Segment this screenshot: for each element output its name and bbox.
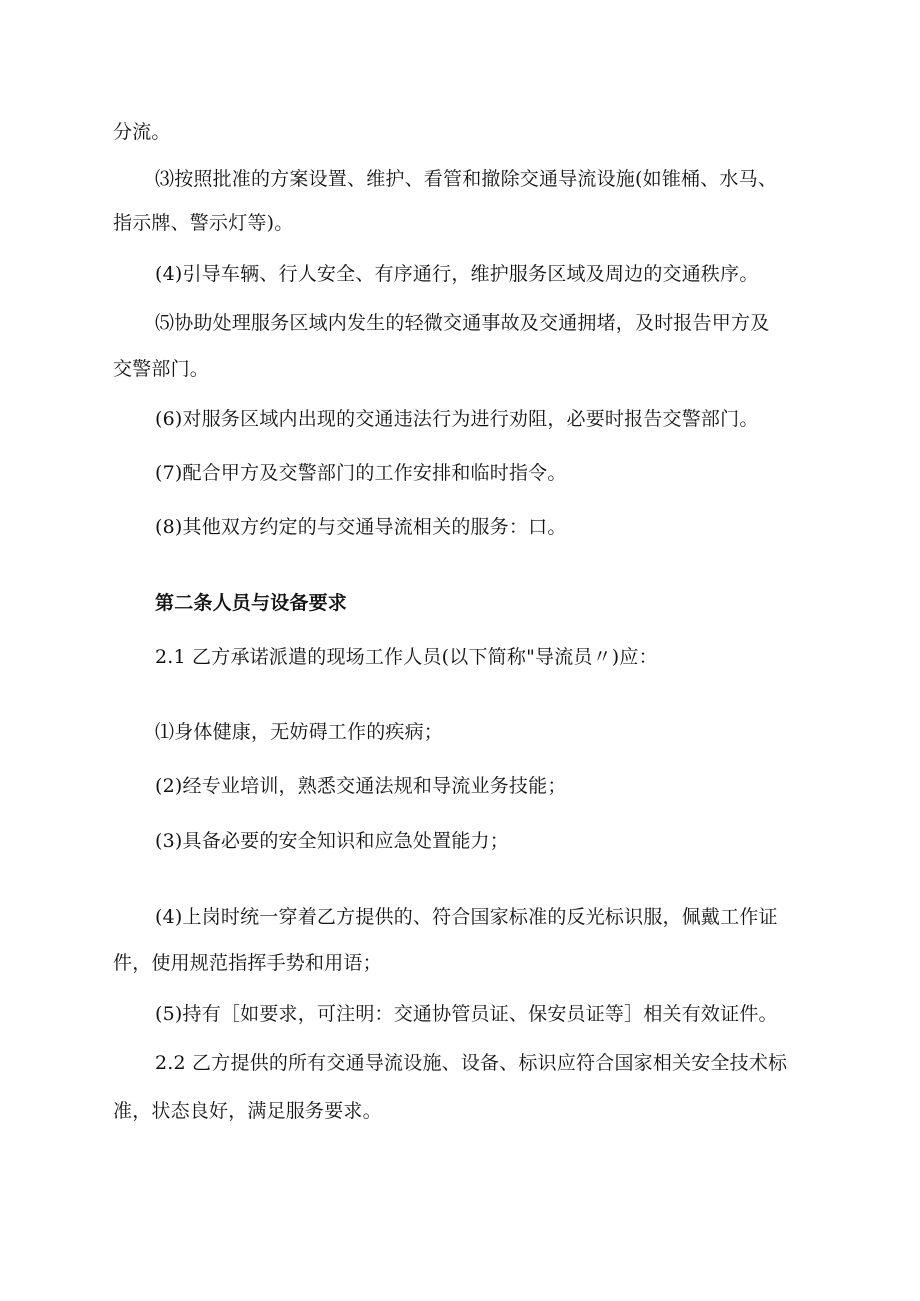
paragraph-line: (2)经专业培训，熟悉交通法规和导流业务技能； (155, 775, 567, 797)
paragraph-line: ⑶按照批准的方案设置、维护、看管和撤除交通导流设施(如锥桶、水马、 (155, 168, 778, 190)
paragraph-line: (8)其他双方约定的与交通导流相关的服务：口。 (155, 516, 567, 538)
paragraph-line: (6)对服务区域内出现的交通违法行为进行劝阻，必要时报告交警部门。 (155, 408, 759, 430)
clause-line: 2.2 乙方提供的所有交通导流设施、设备、标识应符合国家相关安全技术标 (155, 1052, 788, 1074)
paragraph-line: (7)配合甲方及交警部门的工作安排和临时指令。 (155, 462, 567, 484)
paragraph-line: ⑴身体健康，无妨碍工作的疾病； (155, 721, 444, 743)
paragraph-line: (4)引导车辆、行人安全、有序通行，维护服务区域及周边的交通秩序。 (155, 263, 759, 285)
paragraph-line: 指示牌、警示灯等)。 (113, 212, 294, 234)
paragraph-line: 件，使用规范指挥手势和用语； (113, 952, 382, 974)
section-heading: 第二条人员与设备要求 (155, 592, 348, 614)
paragraph-line: (4)上岗时统一穿着乙方提供的、符合国家标准的反光标识服，佩戴工作证 (155, 906, 778, 928)
paragraph-line: ⑸协助处理服务区域内发生的轻微交通事故及交通拥堵，及时报告甲方及 (155, 312, 770, 334)
paragraph-line: 分流。 (113, 121, 171, 143)
clause-line: 2.1 乙方承诺派遣的现场工作人员(以下简称"导流员〃)应： (155, 646, 658, 668)
paragraph-line: 准，状态良好，满足服务要求。 (113, 1100, 382, 1122)
paragraph-line: (3)具备必要的安全知识和应急处置能力； (155, 830, 509, 852)
paragraph-line: 交警部门。 (113, 358, 210, 380)
paragraph-line: (5)持有［如要求，可注明：交通协管员证、保安员证等］相关有效证件。 (155, 1003, 778, 1025)
